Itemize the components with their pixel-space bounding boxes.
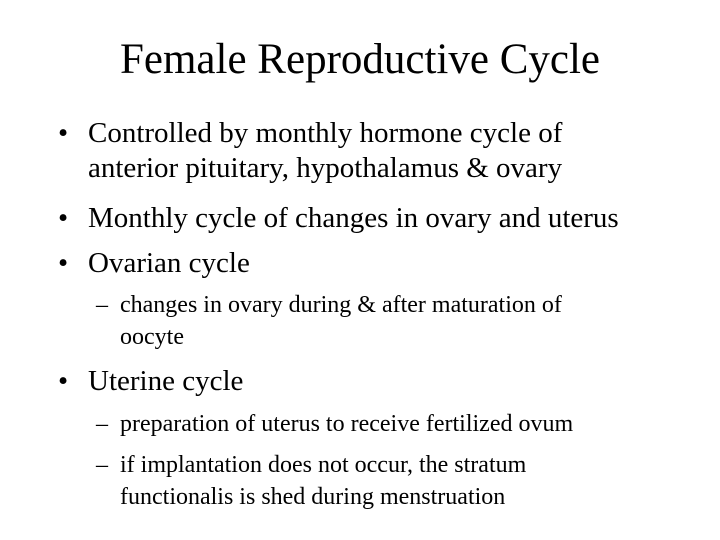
bullet-text xyxy=(88,116,698,186)
bullet-glyph: • xyxy=(58,247,69,279)
bullet-line: Uterine cycle xyxy=(88,365,244,397)
bullet-text xyxy=(88,201,698,236)
bullet-text xyxy=(88,364,698,399)
bullet-line: Ovarian cycle xyxy=(88,247,250,279)
bullet-line: anterior pituitary, hypothalamus & ovary xyxy=(88,152,563,184)
bullet-text xyxy=(88,246,698,281)
bullet-glyph: • xyxy=(58,202,69,234)
sub-bullet-line: preparation of uterus to receive fertilized ovum xyxy=(120,411,574,437)
dash-glyph: – xyxy=(96,292,108,318)
dash-glyph: – xyxy=(96,452,108,478)
sub-bullet-text xyxy=(120,408,696,440)
bullet-glyph: • xyxy=(58,117,69,149)
sub-bullet-line: if implantation does not occur, the stratum xyxy=(120,452,527,478)
slide-title: Female Reproductive Cycle xyxy=(119,36,600,83)
sub-bullet-line: functionalis is shed during menstruation xyxy=(120,484,506,510)
bullet-line: Controlled by monthly hormone cycle of xyxy=(88,117,563,149)
sub-bullet-line: changes in ovary during & after maturation of xyxy=(120,292,562,318)
sub-bullet-text xyxy=(120,289,696,353)
sub-bullet-text xyxy=(120,449,696,513)
bullet-line: Monthly cycle of changes in ovary and uterus xyxy=(88,202,619,234)
sub-bullet-line: oocyte xyxy=(120,324,184,350)
dash-glyph: – xyxy=(96,411,108,437)
bullet-glyph: • xyxy=(58,365,69,397)
